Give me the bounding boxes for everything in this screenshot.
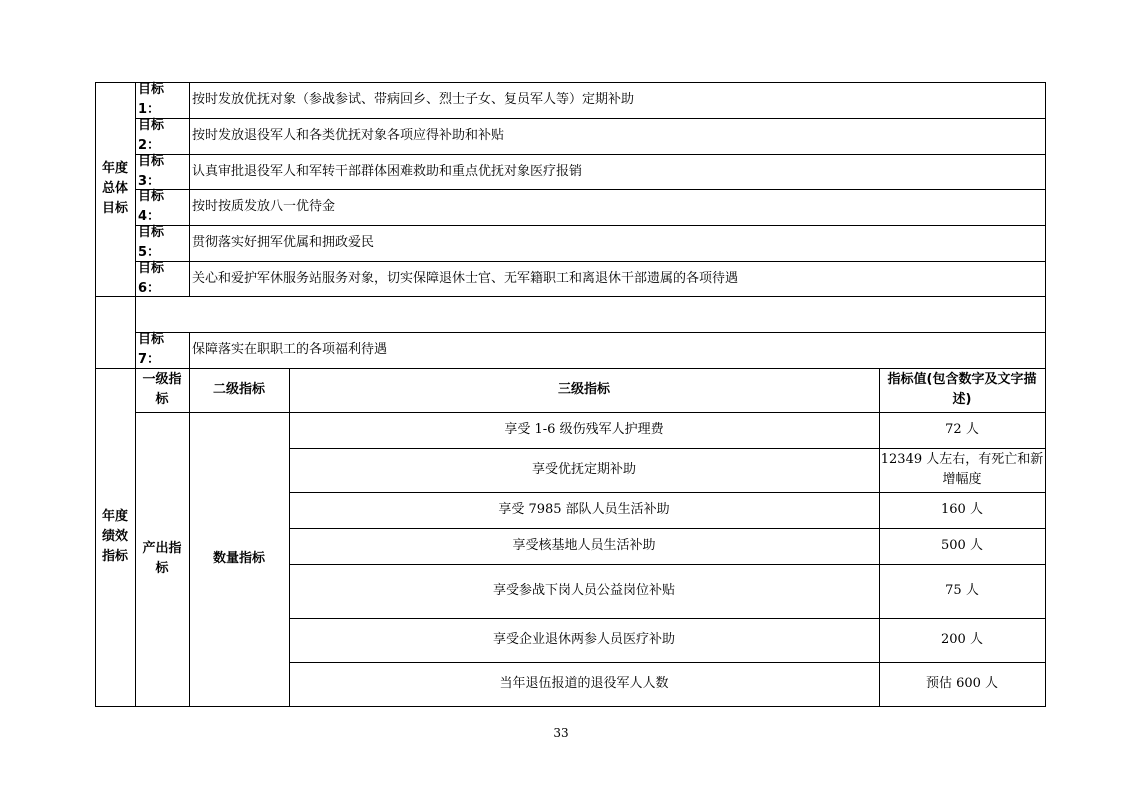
goal-5-tag: 目标 5：: [138, 225, 165, 260]
goal-6-tag: 目标 6：: [138, 260, 165, 296]
header-level3: 三级指标: [557, 382, 610, 397]
level2-quantity: 数量指标: [212, 551, 265, 566]
goal-3-text: 认真审批退役军人和军转干部群体困难救助和重点优抚对象医疗报销: [192, 163, 583, 179]
table-row-value: 200 人: [941, 632, 983, 647]
table-row-name: 享受 7985 部队人员生活补助: [498, 502, 670, 517]
table-row-value: 75 人: [945, 583, 979, 598]
page-number: 33: [553, 726, 569, 740]
header-level1: 一级指 标: [142, 372, 182, 407]
goal-6-text: 关心和爱护军休服务站服务对象，切实保障退休士官、无军籍职工和离退休干部遗属的各项待遇: [192, 270, 739, 286]
table-row-value: 72 人: [945, 422, 979, 437]
goal-1-text: 按时发放优抚对象（参战参试、带病回乡、烈士子女、复员军人等）定期补助: [192, 92, 635, 107]
table-row-name: 享受优抚定期补助: [531, 462, 636, 477]
header-level2: 二级指标: [212, 382, 265, 397]
goal-2-tag: 目标 2：: [138, 118, 165, 153]
table-row-value: 预估 600 人: [925, 676, 999, 691]
grid-line: [95, 296, 1046, 297]
goal-7-tag: 目标 7：: [138, 332, 165, 367]
goal-1-tag: 目标 1：: [138, 82, 165, 117]
goal-4-text: 按时按质发放八一优待金: [192, 199, 336, 214]
table-row-value: 500 人: [941, 538, 983, 553]
table-row-name: 享受参战下岗人员公益岗位补贴: [492, 583, 675, 598]
table-row-name: 享受企业退休两参人员医疗补助: [492, 632, 675, 647]
level1-output: 产出指 标: [142, 541, 182, 576]
goal-2-text: 按时发放退役军人和各类优抚对象各项应得补助和补贴: [192, 128, 505, 143]
annual-goals-label: 年度 总体 目标: [101, 161, 128, 216]
goal-7-text: 保障落实在职职工的各项福利待遇: [192, 342, 388, 357]
goal-4-tag: 目标 4：: [138, 189, 165, 224]
grid-line: [1045, 82, 1046, 706]
table-row-value: 12349 人左右，有死亡和新 增幅度: [880, 452, 1044, 487]
goal-5-text: 贯彻落实好拥军优属和拥政爱民: [192, 235, 375, 250]
table-row-name: 享受 1-6 级伤残军人护理费: [504, 422, 664, 437]
table-row-name: 享受核基地人员生活补助: [512, 538, 656, 553]
header-value: 指标值(包含数字及文字描 述): [887, 372, 1037, 407]
performance-label: 年度 绩效 指标: [101, 509, 128, 564]
goal-3-tag: 目标 3：: [138, 153, 165, 189]
table-row-value: 160 人: [941, 502, 983, 517]
table-row-name: 当年退伍报道的退役军人人数: [499, 676, 669, 691]
grid-line: [95, 706, 1046, 707]
